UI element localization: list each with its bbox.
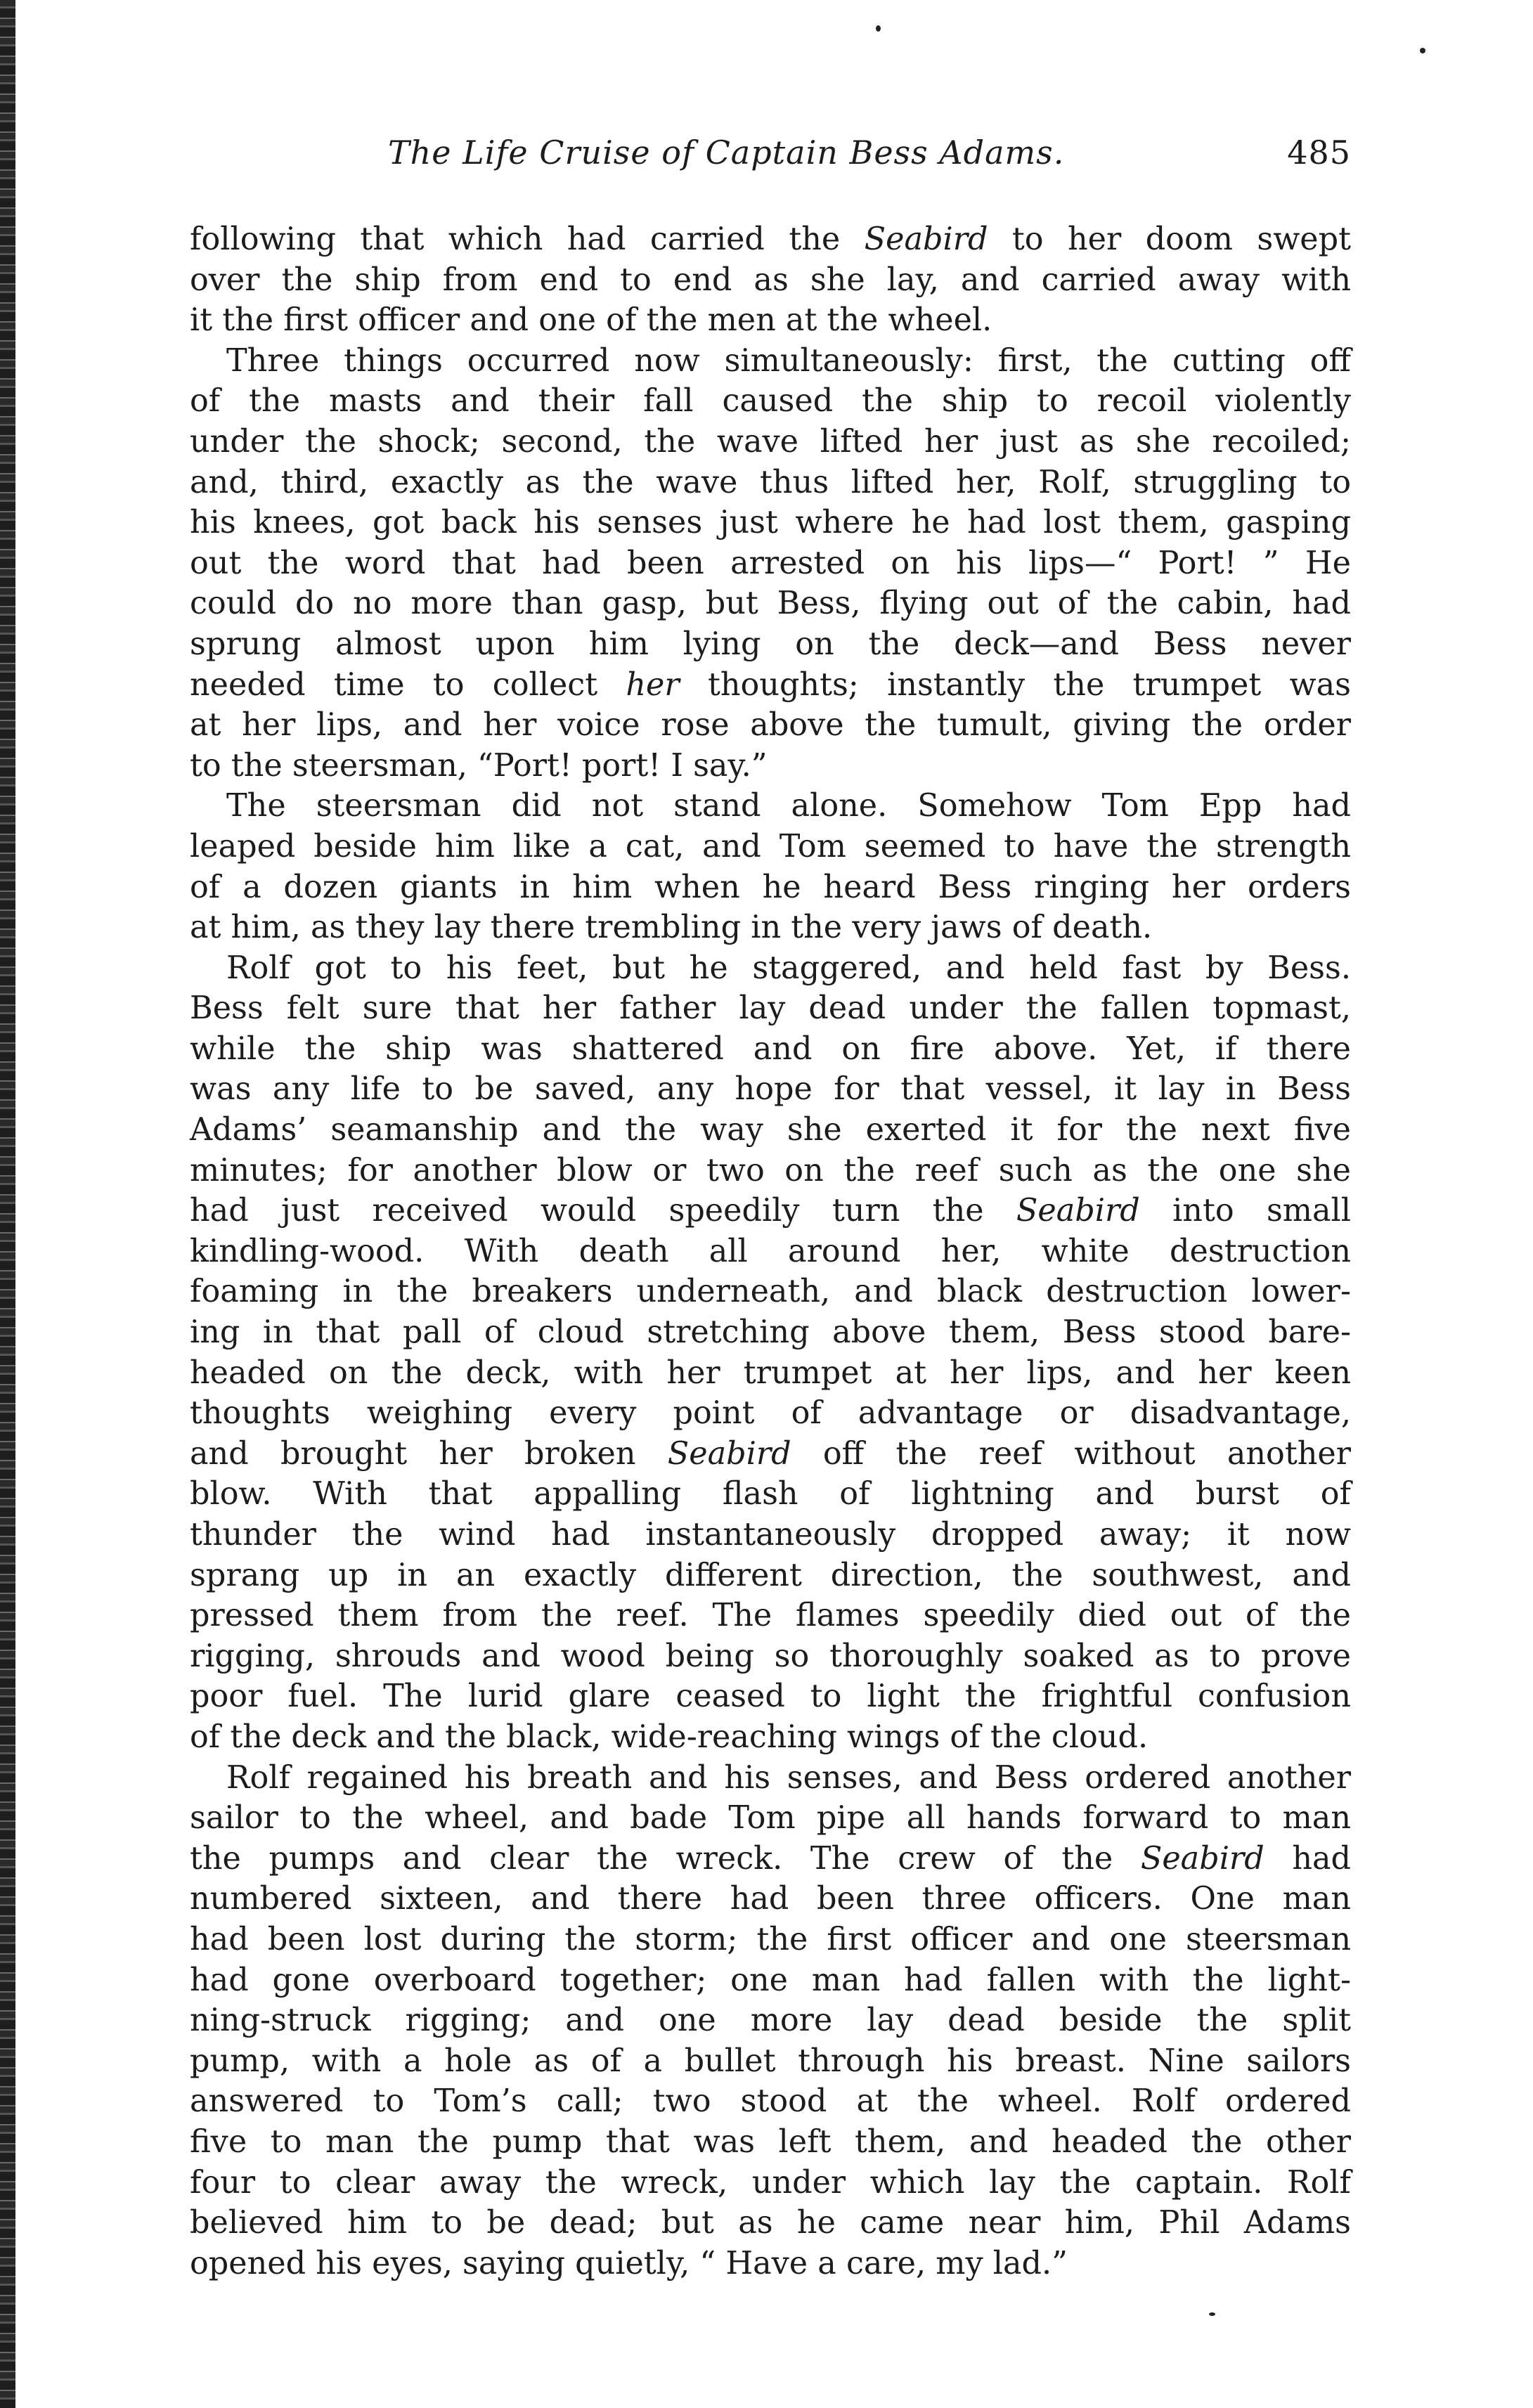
text-line: thunder the wind had instantaneously dropped away; it now <box>190 1517 1351 1553</box>
text-line: blow. With that appalling flash of lightning and burst of <box>190 1476 1351 1513</box>
text-line: following that which had carried the Seabird to her doom swept <box>190 221 1352 257</box>
text-line: opened his eyes, saying quietly, “ Have a care, my lad.” <box>190 2245 1068 2281</box>
text-line: of the masts and their fall caused the ship to recoil violently <box>190 383 1351 420</box>
scan-speck <box>876 25 881 32</box>
text-line: pressed them from the reef. The flames speedily died out of the <box>190 1598 1351 1634</box>
running-title: The Life Cruise of Captain Bess Adams. <box>388 134 1065 171</box>
text-line: the pumps and clear the wreck. The crew of the Seabird had <box>190 1840 1351 1877</box>
text-line: and, third, exactly as the wave thus lifted her, Rolf, struggling to <box>190 464 1351 500</box>
text-line: numbered sixteen, and there had been three officers. One man <box>190 1881 1351 1917</box>
text-line: answered to Tom’s call; two stood at the wheel. Rolf ordered <box>190 2083 1351 2120</box>
scan-speck <box>1420 48 1425 53</box>
text-line: needed time to collect her thoughts; instantly the trumpet was <box>190 666 1352 703</box>
text-line: sprang up in an exactly different direction, the southwest, and <box>190 1557 1351 1593</box>
text-line: of the deck and the black, wide-reaching wings of the cloud. <box>190 1718 1149 1755</box>
scan-speck <box>1209 2312 1215 2316</box>
text-line: minutes; for another blow or two on the reef such as the one she <box>190 1152 1351 1189</box>
text-line: at her lips, and her voice rose above the tumult, giving the order <box>190 707 1351 744</box>
text-line: of a dozen giants in him when he heard Bess ringing her orders <box>190 869 1351 905</box>
running-head <box>184 134 1351 183</box>
text-line: under the shock; second, the wave lifted her just as she recoiled; <box>190 423 1351 460</box>
text-line: was any life to be saved, any hope for that vessel, it lay in Bess <box>190 1071 1351 1108</box>
page-number: 485 <box>1287 134 1351 171</box>
text-line: poor fuel. The lurid glare ceased to light the frightful confusion <box>190 1678 1351 1715</box>
text-line: kindling-wood. With death all around her, white destruction <box>190 1233 1351 1269</box>
text-line: to the steersman, “Port! port! I say.” <box>190 747 768 784</box>
text-line: over the ship from end to end as she lay, and carried away with <box>190 261 1351 298</box>
text-line: four to clear away the wreck, under which lay the captain. Rolf <box>190 2164 1351 2201</box>
text-line: had just received would speedily turn the Seabird into small <box>190 1193 1352 1229</box>
text-line: ning-struck rigging; and one more lay dead beside the split <box>190 2002 1351 2039</box>
text-line: headed on the deck, with her trumpet at her lips, and her keen <box>190 1354 1351 1391</box>
text-line: foaming in the breakers underneath, and black destruction lower- <box>190 1274 1351 1310</box>
text-line: at him, as they lay there trembling in the very jaws of death. <box>190 910 1153 946</box>
text-line: Bess felt sure that her father lay dead under the fallen topmast, <box>190 990 1351 1027</box>
text-line: out the word that had been arrested on his lips—“ Port! ” He <box>190 545 1351 581</box>
text-line: The steersman did not stand alone. Somehow Tom Epp had <box>226 788 1351 824</box>
body-text <box>190 219 1351 2284</box>
text-line: Rolf regained his breath and his senses, and Bess ordered another <box>226 1759 1351 1796</box>
text-line: had gone overboard together; one man had fallen with the light- <box>190 1962 1351 1998</box>
text-line: his knees, got back his senses just where he had lost them, gasping <box>190 505 1351 541</box>
scan-edge-shadow <box>0 0 15 2408</box>
text-line: sprung almost upon him lying on the deck—and Bess never <box>190 626 1351 662</box>
text-line: ing in that pall of cloud stretching above them, Bess stood bare- <box>190 1314 1351 1351</box>
text-line: sailor to the wheel, and bade Tom pipe all hands forward to man <box>190 1800 1351 1837</box>
text-line: while the ship was shattered and on fire above. Yet, if there <box>190 1030 1351 1067</box>
text-line: pump, with a hole as of a bullet through his breast. Nine sailors <box>190 2043 1351 2079</box>
text-line: and brought her broken Seabird off the reef without another <box>190 1435 1351 1472</box>
text-line: believed him to be dead; but as he came near him, Phil Adams <box>190 2205 1351 2241</box>
text-line: could do no more than gasp, but Bess, flying out of the cabin, had <box>190 585 1351 622</box>
text-line: it the first officer and one of the men at the wheel. <box>190 302 992 339</box>
text-line: Adams’ seamanship and the way she exerted it for the next five <box>190 1112 1351 1148</box>
text-line: had been lost during the storm; the first officer and one steersman <box>190 1921 1351 1957</box>
text-line: rigging, shrouds and wood being so thoroughly soaked as to prove <box>190 1638 1351 1674</box>
text-line: thoughts weighing every point of advantage or disadvantage, <box>190 1395 1351 1432</box>
text-line: Rolf got to his feet, but he staggered, and held fast by Bess. <box>226 950 1351 986</box>
text-line: leaped beside him like a cat, and Tom seemed to have the strength <box>190 828 1351 865</box>
text-line: five to man the pump that was left them, and headed the other <box>190 2123 1351 2160</box>
text-line: Three things occurred now simultaneously: first, the cutting off <box>226 342 1351 379</box>
